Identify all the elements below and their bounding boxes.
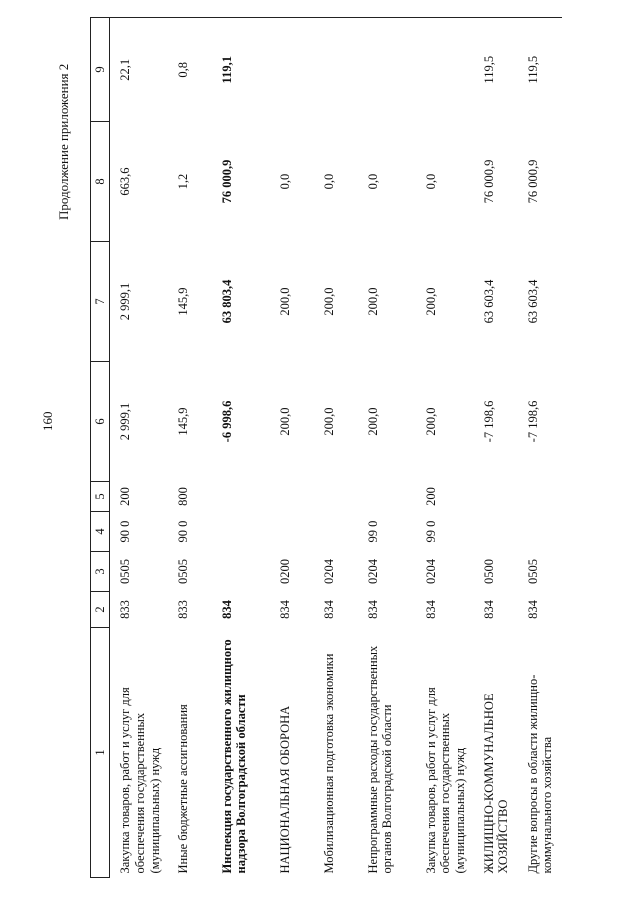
cell-col-3: 0204: [321, 559, 336, 584]
row-label: Непрограммные расходы государственных органов Волгоградской области: [365, 645, 395, 874]
cell-col-4: 90 0: [175, 520, 190, 543]
cell-col-4: [474, 512, 518, 552]
cell-col-2: 833: [118, 600, 132, 619]
budget-table: [90, 17, 562, 878]
cell-col-5: [518, 482, 562, 512]
cell-col-5: [270, 482, 314, 512]
appendix-caption: Продолжение приложения 2: [56, 63, 71, 220]
cell-col-4: [212, 512, 270, 552]
cell-col-3: 0505: [175, 559, 190, 584]
row-label: НАЦИОНАЛЬНАЯ ОБОРОНА: [277, 705, 292, 874]
column-header-1: 1: [91, 628, 110, 878]
row-label: Закупка товаров, работ и услуг для обеспечения государственных (муниципальных) нужд: [423, 687, 467, 874]
cell-col-6: 200,0: [365, 407, 380, 436]
row-label: ЖИЛИЩНО-КОММУНАЛЬНОЕ ХОЗЯЙСТВО: [481, 693, 511, 874]
cell-col-6: -7 198,6: [481, 400, 496, 443]
column-header-4: 4: [91, 512, 110, 552]
cell-col-6: 2 999,1: [118, 402, 132, 441]
cell-col-4: [270, 512, 314, 552]
cell-col-7: 2 999,1: [118, 282, 132, 321]
cell-col-6: -6 998,6: [219, 400, 234, 443]
column-header-5: 5: [91, 482, 110, 512]
table-row: [168, 18, 212, 878]
cell-col-5: 200: [423, 487, 438, 506]
cell-col-4: 90 0: [118, 520, 132, 543]
cell-col-9: [416, 18, 474, 122]
cell-col-8: 0,0: [321, 173, 336, 190]
cell-col-9: 119,5: [474, 18, 518, 122]
cell-col-5: [358, 482, 416, 512]
table-row: [518, 18, 562, 878]
cell-col-5: 800: [175, 487, 190, 506]
row-label: Инспекция государственного жилищного надзора Волгоградской области: [219, 639, 249, 874]
cell-col-9: 119,1: [212, 18, 270, 122]
row-label: Мобилизационная подготовка экономики: [321, 653, 336, 874]
cell-col-7: 200,0: [321, 287, 336, 316]
cell-col-2: 834: [423, 600, 438, 619]
cell-col-8: 0,0: [365, 173, 380, 190]
cell-col-8: 76 000,9: [219, 159, 234, 204]
cell-col-3: 0505: [118, 559, 132, 584]
budget-table-rotated: [90, 18, 555, 878]
cell-col-8: 76 000,9: [481, 159, 496, 204]
cell-col-4: 99 0: [365, 520, 380, 543]
cell-col-3: [212, 552, 270, 592]
cell-col-9: 119,5: [518, 18, 562, 122]
cell-col-9: [358, 18, 416, 122]
cell-col-3: 0204: [423, 559, 438, 584]
table-row: [358, 18, 416, 878]
cell-col-7: 200,0: [277, 287, 292, 316]
cell-col-3: 0500: [481, 559, 496, 584]
cell-col-9: 22,1: [110, 18, 168, 122]
table-row: [314, 18, 358, 878]
cell-col-3: 0200: [277, 559, 292, 584]
column-header-7: 7: [91, 242, 110, 362]
column-header-6: 6: [91, 362, 110, 482]
table-row: [212, 18, 270, 878]
cell-col-6: 200,0: [423, 407, 438, 436]
cell-col-2: 834: [525, 600, 540, 619]
cell-col-2: 834: [321, 600, 336, 619]
cell-col-8: 0,0: [423, 173, 438, 190]
row-label: Закупка товаров, работ и услуг для обеспечения государственных (муниципальных) нужд: [118, 687, 162, 874]
cell-col-6: 200,0: [277, 407, 292, 436]
cell-col-8: 663,6: [118, 167, 132, 196]
cell-col-7: 145,9: [175, 287, 190, 316]
cell-col-9: [314, 18, 358, 122]
page-number: 160: [40, 411, 55, 431]
column-number-row: [91, 18, 110, 878]
cell-col-7: 200,0: [365, 287, 380, 316]
table-row: [416, 18, 474, 878]
cell-col-9: 0,8: [168, 18, 212, 122]
cell-col-2: 834: [277, 600, 292, 619]
column-header-9: 9: [91, 18, 110, 122]
cell-col-4: [518, 512, 562, 552]
cell-col-7: 63 803,4: [219, 279, 234, 324]
column-header-2: 2: [91, 592, 110, 628]
table-row: [110, 18, 168, 878]
cell-col-6: 145,9: [175, 407, 190, 436]
cell-col-5: [212, 482, 270, 512]
cell-col-5: [474, 482, 518, 512]
table-body: [110, 18, 562, 878]
cell-col-8: 0,0: [277, 173, 292, 190]
cell-col-8: 1,2: [175, 173, 190, 190]
cell-col-7: 200,0: [423, 287, 438, 316]
cell-col-4: [314, 512, 358, 552]
cell-col-2: 833: [175, 600, 190, 619]
cell-col-2: 834: [481, 600, 496, 619]
cell-col-2: 834: [219, 600, 234, 619]
cell-col-3: 0204: [365, 559, 380, 584]
table-row: [270, 18, 314, 878]
cell-col-4: 99 0: [423, 520, 438, 543]
column-header-8: 8: [91, 122, 110, 242]
cell-col-8: 76 000,9: [525, 159, 540, 204]
cell-col-6: 200,0: [321, 407, 336, 436]
cell-col-5: [314, 482, 358, 512]
cell-col-2: 834: [365, 600, 380, 619]
cell-col-7: 63 603,4: [525, 279, 540, 324]
row-label: Другие вопросы в области жилищно-коммунального хозяйства: [525, 674, 555, 874]
row-label: Иные бюджетные ассигнования: [175, 704, 190, 874]
column-header-3: 3: [91, 552, 110, 592]
cell-col-9: [270, 18, 314, 122]
table-row: [474, 18, 518, 878]
cell-col-5: 200: [118, 487, 132, 506]
cell-col-6: -7 198,6: [525, 400, 540, 443]
cell-col-7: 63 603,4: [481, 279, 496, 324]
cell-col-3: 0505: [525, 559, 540, 584]
